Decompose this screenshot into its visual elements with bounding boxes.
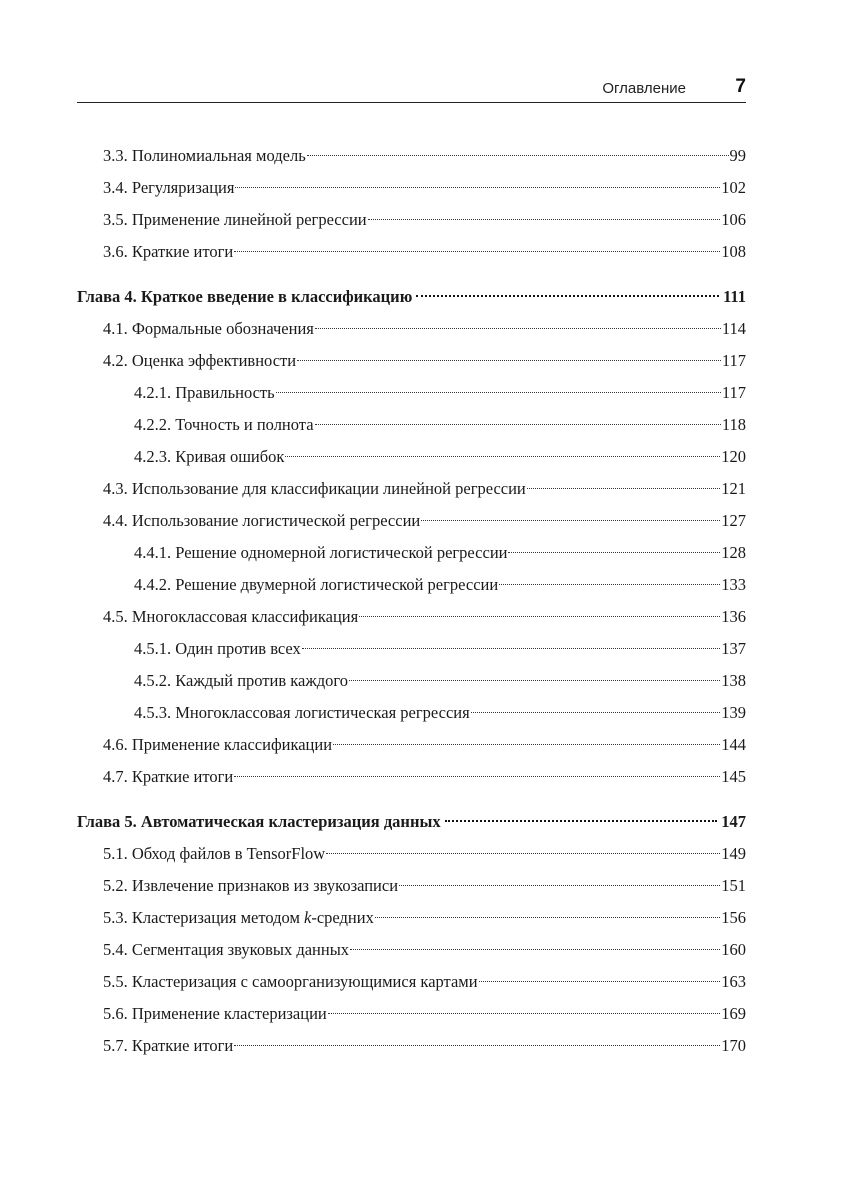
toc-entry[interactable]	[77, 140, 746, 172]
dot-leader	[349, 679, 720, 681]
dot-leader	[328, 1012, 721, 1014]
dot-leader	[421, 519, 720, 521]
toc-page-number: 169	[721, 1004, 746, 1023]
dot-leader	[527, 487, 721, 489]
toc-page-number: 156	[721, 908, 746, 927]
toc-entry[interactable]	[77, 761, 746, 793]
toc-entry-title: 4.4.1. Решение одномерной логистической регрессии	[134, 543, 508, 562]
toc-entry-title-italic: k	[304, 908, 312, 927]
toc-entry-title: 4.5. Многоклассовая классификация	[103, 607, 359, 626]
dot-leader	[471, 711, 721, 713]
dot-leader	[234, 1044, 720, 1046]
dot-leader	[445, 819, 718, 822]
dot-leader	[499, 583, 720, 585]
toc-entry[interactable]	[77, 505, 746, 537]
dot-leader	[297, 359, 721, 361]
dot-leader	[333, 743, 720, 745]
toc-entry[interactable]	[77, 998, 746, 1030]
toc-entry-title: 4.4. Использование логистической регрессии	[103, 511, 421, 530]
toc-entry[interactable]	[77, 172, 746, 204]
toc-entry-title: 5.6. Применение кластеризации	[103, 1004, 327, 1023]
dot-leader	[276, 391, 721, 393]
dot-leader	[315, 423, 721, 425]
toc-entry[interactable]	[77, 537, 746, 569]
toc-page-number: 163	[721, 972, 746, 991]
toc-page-number: 106	[721, 210, 746, 229]
toc-entry-title: 5.7. Краткие итоги	[103, 1036, 234, 1055]
toc-entry[interactable]	[77, 838, 746, 870]
toc-page-number: 117	[721, 351, 746, 370]
toc-entry[interactable]	[77, 569, 746, 601]
dot-leader	[302, 647, 720, 649]
toc-entry-title: 4.2.2. Точность и полнота	[134, 415, 314, 434]
dot-leader	[479, 980, 721, 982]
toc-entry[interactable]	[77, 697, 746, 729]
toc-page-number: 111	[723, 287, 746, 306]
toc-page-number: 136	[721, 607, 746, 626]
toc-page-number: 118	[721, 415, 746, 434]
toc-entry[interactable]	[77, 313, 746, 345]
dot-leader	[326, 852, 720, 854]
toc-entry[interactable]	[77, 236, 746, 268]
toc-entry-title: 5.1. Обход файлов в TensorFlow	[103, 844, 326, 863]
dot-leader	[235, 186, 720, 188]
toc-entry-title: 4.7. Краткие итоги	[103, 767, 234, 786]
header-title: Оглавление	[602, 80, 686, 97]
toc-entry[interactable]	[77, 409, 746, 441]
table-of-contents	[77, 140, 746, 1062]
toc-entry[interactable]	[77, 633, 746, 665]
toc-page-number: 147	[721, 812, 746, 831]
toc-chapter-entry[interactable]	[77, 281, 746, 313]
toc-entry-title: Глава 5. Автоматическая кластеризация данных	[77, 812, 441, 831]
toc-page-number: 127	[721, 511, 746, 530]
toc-entry[interactable]	[77, 966, 746, 998]
toc-entry-title	[103, 902, 374, 934]
toc-page-number: 117	[721, 383, 746, 402]
toc-page-number: 108	[721, 242, 746, 261]
toc-entry-title: 4.5.1. Один против всех	[134, 639, 301, 658]
toc-entry-title: 4.6. Применение классификации	[103, 735, 333, 754]
toc-chapter-entry[interactable]	[77, 806, 746, 838]
toc-entry[interactable]	[77, 665, 746, 697]
toc-entry-title: 3.4. Регуляризация	[103, 178, 235, 197]
dot-leader	[375, 916, 720, 918]
dot-leader	[350, 948, 720, 950]
toc-entry-title: Глава 4. Краткое введение в классификацию	[77, 287, 413, 306]
toc-page-number: 170	[721, 1036, 746, 1055]
toc-entry-title: 4.1. Формальные обозначения	[103, 319, 314, 338]
toc-entry[interactable]	[77, 729, 746, 761]
toc-entry-title-part: -средних	[311, 908, 374, 927]
toc-page-number: 138	[721, 671, 746, 690]
toc-page-number: 114	[721, 319, 746, 338]
toc-page-number: 102	[721, 178, 746, 197]
toc-page-number: 133	[721, 575, 746, 594]
toc-entry[interactable]	[77, 204, 746, 236]
toc-entry[interactable]	[77, 902, 746, 934]
toc-entry-title: 4.2.1. Правильность	[134, 383, 275, 402]
dot-leader	[234, 250, 720, 252]
dot-leader	[508, 551, 720, 553]
toc-entry-title: 3.6. Краткие итоги	[103, 242, 234, 261]
toc-entry-title: 4.4.2. Решение двумерной логистической регрессии	[134, 575, 499, 594]
header-page-number: 7	[735, 76, 746, 97]
dot-leader	[234, 775, 720, 777]
dot-leader	[315, 327, 721, 329]
toc-page-number: 121	[721, 479, 746, 498]
dot-leader	[359, 615, 720, 617]
toc-page-number: 139	[721, 703, 746, 722]
toc-page-number: 160	[721, 940, 746, 959]
toc-entry[interactable]	[77, 934, 746, 966]
toc-page-number: 149	[721, 844, 746, 863]
toc-entry-title: 5.4. Сегментация звуковых данных	[103, 940, 350, 959]
toc-page-number: 144	[721, 735, 746, 754]
toc-entry-title: 5.2. Извлечение признаков из звукозаписи	[103, 876, 399, 895]
toc-entry-title-part: 5.3. Кластеризация методом	[103, 908, 305, 927]
running-header	[77, 76, 746, 103]
toc-entry[interactable]	[77, 473, 746, 505]
toc-page-number: 137	[721, 639, 746, 658]
toc-entry[interactable]	[77, 1030, 746, 1062]
dot-leader	[416, 294, 719, 297]
toc-entry-title: 4.5.2. Каждый против каждого	[134, 671, 349, 690]
dot-leader	[307, 154, 729, 156]
toc-page-number: 99	[729, 146, 746, 165]
toc-page-number: 128	[721, 543, 746, 562]
toc-page-number: 145	[721, 767, 746, 786]
dot-leader	[399, 884, 720, 886]
toc-entry[interactable]	[77, 441, 746, 473]
toc-entry[interactable]	[77, 601, 746, 633]
toc-entry-title: 5.5. Кластеризация с самоорганизующимися картами	[103, 972, 478, 991]
toc-entry-title: 4.3. Использование для классификации линейной регрессии	[103, 479, 526, 498]
toc-entry-title: 4.5.3. Многоклассовая логистическая регрессия	[134, 703, 470, 722]
toc-entry[interactable]	[77, 377, 746, 409]
toc-entry-title: 3.3. Полиномиальная модель	[103, 146, 306, 165]
dot-leader	[285, 455, 720, 457]
toc-entry-title: 3.5. Применение линейной регрессии	[103, 210, 367, 229]
toc-entry-title: 4.2.3. Кривая ошибок	[134, 447, 285, 466]
dot-leader	[368, 218, 721, 220]
toc-page-number: 151	[721, 876, 746, 895]
toc-entry-title: 4.2. Оценка эффективности	[103, 351, 297, 370]
toc-page-number: 120	[721, 447, 746, 466]
toc-entry[interactable]	[77, 345, 746, 377]
toc-entry[interactable]	[77, 870, 746, 902]
